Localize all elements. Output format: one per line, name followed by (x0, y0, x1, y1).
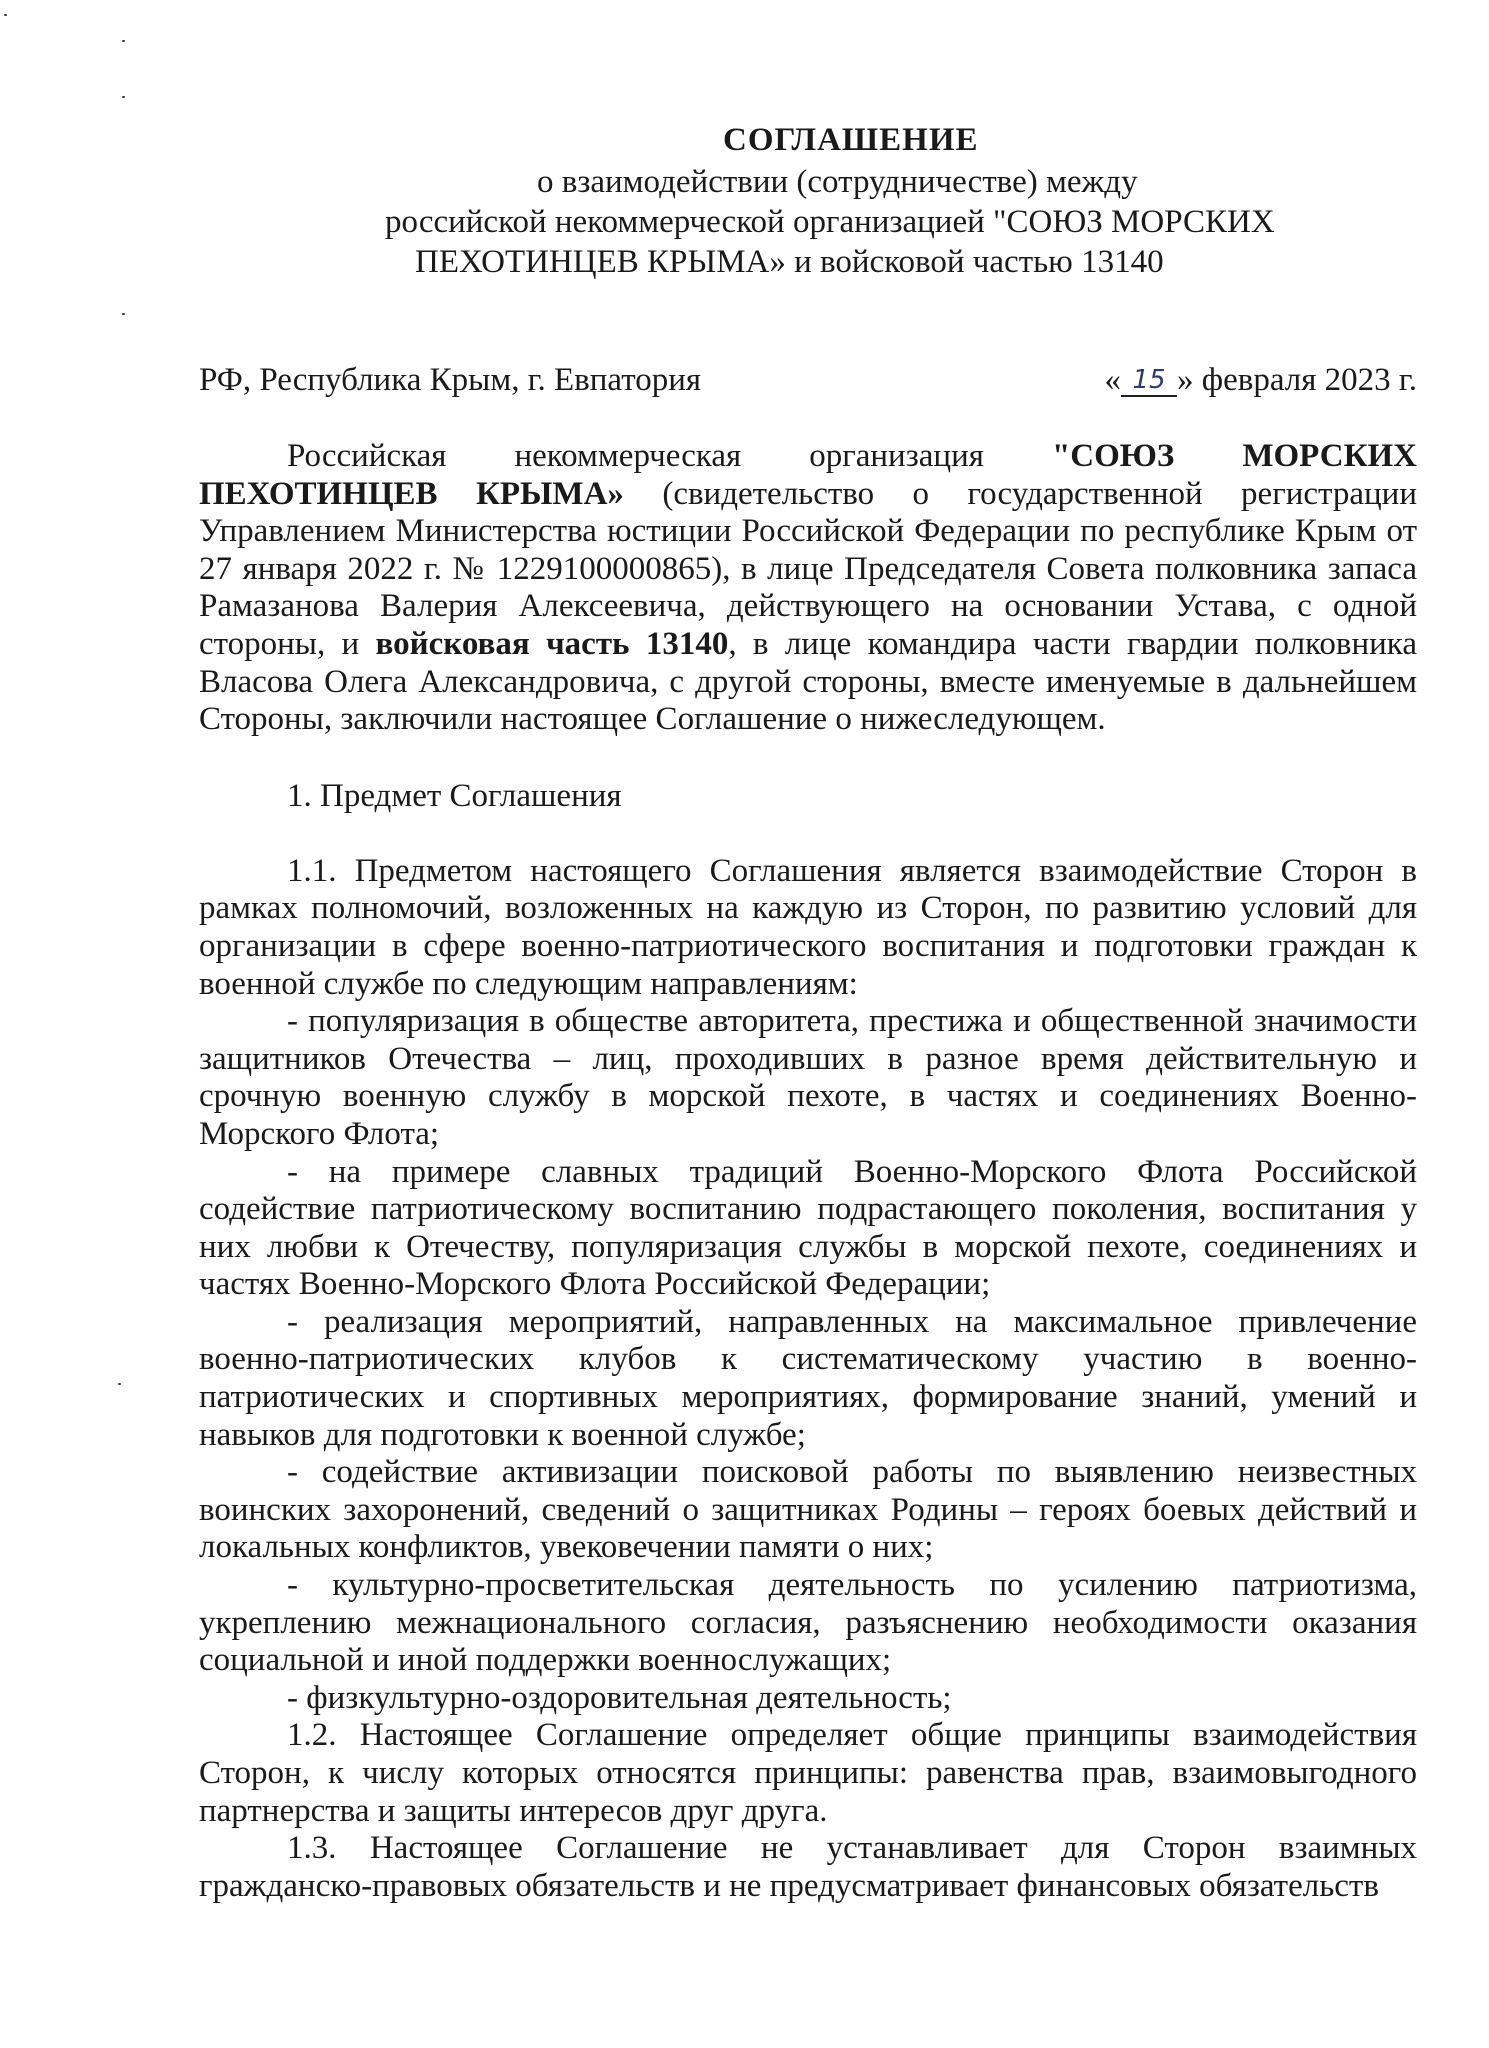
document-subtitle-line: российской некоммерческой организацией "СОЮЗ МОРСКИХ (385, 204, 1275, 240)
organization-name: "СОЮЗ МОРСКИХ ПЕХОТИНЦЕВ КРЫМА» (199, 438, 1417, 512)
document-subtitle-line: ПЕХОТИНЦЕВ КРЫМА» и войсковой частью 13140 (415, 244, 1164, 280)
list-item: - на примере славных традиций Военно-Морского Флота Российской содействие патриотическому воспитанию подрастающего поколения, воспитания у них любви к Отечеству, популяризация службы в морской пехоте, соединениях и частях Военно-Морского Флота Российской Федерации; (199, 1153, 1417, 1303)
document-subtitle-line: о взаимодействии (сотрудничестве) между (537, 164, 1138, 200)
list-item: - реализация мероприятий, направленных на максимальное привлечение военно-патриотических клубов к систематическому участию в военно-патриотических и спортивных мероприятиях, формирование знаний, умений и навыков для подготовки к военной службе; (199, 1303, 1417, 1453)
scan-speck (122, 313, 125, 315)
document-date (1104, 360, 1417, 400)
clause-1-3: 1.3. Настоящее Соглашение не устанавливает для Сторон взаимных гражданско-правовых обязательств и не предусматривает финансовых обязательств (199, 1830, 1417, 1904)
date-open-quote: « (1104, 362, 1121, 398)
document-place: РФ, Республика Крым, г. Евпатория (199, 362, 702, 398)
military-unit-name: войсковая часть 13140 (375, 625, 729, 662)
list-item: - культурно-просветительская деятельность по усилению патриотизма, укреплению межнационального согласия, разъяснению необходимости оказания социальной и иной поддержки военнослужащих; (199, 1567, 1417, 1679)
intro-text: , в лице командира части гвардии полковника Власова Олега Александровича, с другой стороны, вместе именуемые в дальнейшем Стороны, заключили настоящее Соглашение о нижеследующем. (199, 625, 1417, 738)
intro-text: Российская некоммерческая организация (287, 438, 1052, 474)
clause-1-2: 1.2. Настоящее Соглашение определяет общие принципы взаимодействия Сторон, к числу которых относятся принципы: равенства прав, взаимовыгодного партнерства и защиты интересов друг друга. (199, 1717, 1417, 1829)
list-item: - физкультурно-оздоровительная деятельность; (287, 1679, 952, 1716)
scan-speck (122, 96, 125, 98)
intro-text: (свидетельство о государственной регистрации Управлением Министерства юстиции Российской Федерации по республике Крым от 27 января 2022 г. № 1229100000865), в лице Председателя Совета полковника запаса Рамазанова Валерия Алексеевича, действующего на основании Устава, с одной стороны, и (199, 475, 1417, 662)
scan-speck (122, 40, 125, 42)
document-body (199, 438, 1417, 1905)
date-close-quote: » (1176, 362, 1194, 398)
date-day-handwritten: 15 (1121, 365, 1177, 397)
list-item: - содействие активизации поисковой работы по выявлению неизвестных воинских захоронений, сведений о защитниках Родины – героях боевых действий и локальных конфликтов, увековечении памяти о них; (199, 1454, 1417, 1566)
scan-speck (118, 1383, 121, 1385)
section-heading: 1. Предмет Соглашения (287, 777, 622, 814)
intro-paragraph (199, 438, 1417, 739)
date-month-year: февраля 2023 г. (1193, 362, 1417, 398)
scan-speck (4, 14, 7, 16)
list-item: - популяризация в обществе авторитета, престижа и общественной значимости защитников Отечества – лиц, проходивших в разное время действительную и срочную военную службу в морской пехоте, в частях и соединениях Военно-Морского Флота; (199, 1003, 1417, 1152)
document-title: СОГЛАШЕНИЕ (723, 122, 979, 158)
clause-1-1: 1.1. Предметом настоящего Соглашения является взаимодействие Сторон в рамках полномочий, возложенных на каждую из Сторон, по развитию условий для организации в сфере военно-патриотического воспитания и подготовки граждан к военной службе по следующим направлениям: (199, 852, 1417, 1002)
